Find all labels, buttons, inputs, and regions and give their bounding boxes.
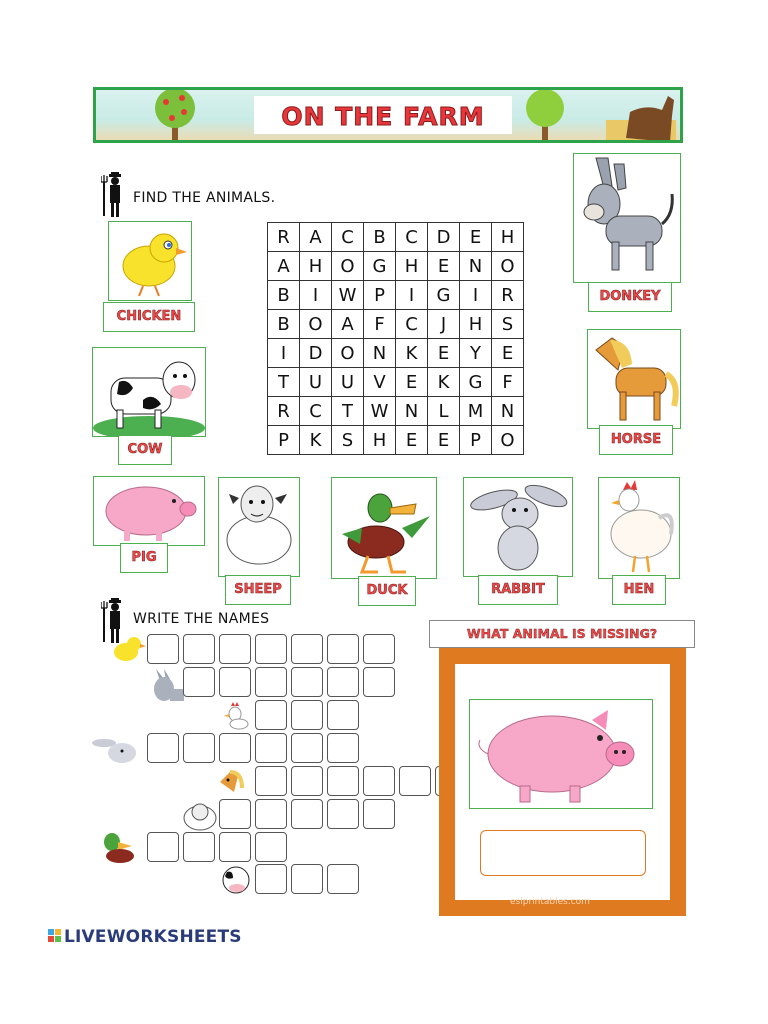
crossword-cell[interactable]	[327, 766, 359, 796]
label-donkey: DONKEY	[588, 282, 672, 312]
word-search-row	[268, 368, 524, 397]
word-search-letter[interactable]: S	[492, 310, 524, 339]
word-search-letter[interactable]: Y	[460, 339, 492, 368]
farmer-icon	[101, 172, 129, 218]
word-search-row	[268, 252, 524, 281]
chicken-picture	[108, 221, 192, 301]
crossword-cell[interactable]	[291, 864, 323, 894]
word-search-letter[interactable]: B	[268, 281, 300, 310]
label-rabbit: RABBIT	[478, 575, 558, 605]
crossword-cell[interactable]	[363, 667, 395, 697]
word-search-letter[interactable]: H	[364, 426, 396, 455]
word-search-letter[interactable]: W	[332, 281, 364, 310]
word-search-letter[interactable]: G	[460, 368, 492, 397]
word-search-letter[interactable]: K	[428, 368, 460, 397]
hen-icon	[599, 478, 679, 578]
word-search-letter[interactable]: H	[460, 310, 492, 339]
word-search-letter[interactable]: P	[268, 426, 300, 455]
word-search-letter[interactable]: O	[300, 310, 332, 339]
word-search-letter[interactable]: N	[460, 252, 492, 281]
cow-icon	[219, 864, 253, 896]
word-search-letter[interactable]: G	[428, 281, 460, 310]
crossword-cell[interactable]	[255, 667, 287, 697]
word-search-letter[interactable]: O	[492, 426, 524, 455]
missing-animal-title: WHAT ANIMAL IS MISSING?	[429, 620, 695, 648]
word-search-letter[interactable]: N	[396, 397, 428, 426]
crossword-cell[interactable]	[327, 700, 359, 730]
word-search-letter[interactable]: P	[460, 426, 492, 455]
word-search-letter[interactable]: V	[364, 368, 396, 397]
liveworksheets-brand[interactable]: LIVEWORKSHEETS	[64, 927, 242, 947]
word-search-letter[interactable]: T	[332, 397, 364, 426]
crossword-cell[interactable]	[327, 733, 359, 763]
write-names-heading: WRITE THE NAMES	[133, 611, 270, 627]
word-search-letter[interactable]: A	[268, 252, 300, 281]
chicken-icon	[108, 632, 146, 666]
word-search-letter[interactable]: K	[300, 426, 332, 455]
sheep-picture	[218, 477, 300, 577]
word-search-letter[interactable]: F	[364, 310, 396, 339]
rabbit-icon	[464, 478, 572, 576]
label-horse: HORSE	[599, 425, 673, 455]
word-search-letter[interactable]: C	[396, 310, 428, 339]
word-search-letter[interactable]: H	[492, 223, 524, 252]
word-search-letter[interactable]: D	[300, 339, 332, 368]
find-animals-heading: FIND THE ANIMALS.	[133, 190, 276, 206]
word-search-row	[268, 310, 524, 339]
crossword-cell[interactable]	[219, 832, 251, 862]
word-search-letter[interactable]: R	[268, 223, 300, 252]
word-search-letter[interactable]: R	[492, 281, 524, 310]
word-search-letter[interactable]: W	[364, 397, 396, 426]
crossword-cell[interactable]	[327, 634, 359, 664]
crossword-cell[interactable]	[255, 832, 287, 862]
word-search-row	[268, 339, 524, 368]
word-search-letter[interactable]: E	[492, 339, 524, 368]
chicken-icon	[109, 222, 191, 300]
sheep-icon	[219, 478, 299, 576]
hen-icon	[223, 702, 251, 730]
word-search-letter[interactable]: U	[300, 368, 332, 397]
crossword-cell[interactable]	[255, 700, 287, 730]
word-search-letter[interactable]: S	[332, 426, 364, 455]
crossword-cell[interactable]	[291, 799, 323, 829]
word-search-letter[interactable]: E	[428, 252, 460, 281]
word-search-letter[interactable]: M	[460, 397, 492, 426]
banner-title-box	[254, 96, 512, 134]
word-search-letter[interactable]: L	[428, 397, 460, 426]
crossword-cell[interactable]	[147, 832, 179, 862]
word-search-letter[interactable]: I	[268, 339, 300, 368]
word-search-letter[interactable]: K	[396, 339, 428, 368]
donkey-icon	[150, 667, 184, 703]
horse-picture	[587, 329, 681, 429]
word-search-letter[interactable]: A	[300, 223, 332, 252]
word-search-row	[268, 281, 524, 310]
word-search-letter[interactable]: J	[428, 310, 460, 339]
rabbit-icon	[92, 735, 144, 765]
word-search-letter[interactable]: R	[268, 397, 300, 426]
crossword-cell[interactable]	[255, 864, 287, 894]
cow-picture	[92, 347, 206, 437]
crossword-cell[interactable]	[255, 766, 287, 796]
word-search-letter[interactable]: O	[332, 339, 364, 368]
crossword-cell[interactable]	[147, 733, 179, 763]
crossword-cell[interactable]	[327, 799, 359, 829]
word-search-letter[interactable]: O	[332, 252, 364, 281]
word-search-letter[interactable]: N	[492, 397, 524, 426]
crossword-cell[interactable]	[183, 634, 215, 664]
word-search-letter[interactable]: E	[428, 339, 460, 368]
word-search-letter[interactable]: O	[492, 252, 524, 281]
crossword-cell[interactable]	[219, 733, 251, 763]
label-pig: PIG	[120, 543, 168, 573]
label-hen: HEN	[612, 575, 666, 605]
word-search-letter[interactable]: I	[300, 281, 332, 310]
word-search-letter[interactable]: C	[332, 223, 364, 252]
word-search-letter[interactable]: E	[428, 426, 460, 455]
word-search-letter[interactable]: I	[396, 281, 428, 310]
word-search-row	[268, 223, 524, 252]
word-search-letter[interactable]: I	[460, 281, 492, 310]
crossword-cell[interactable]	[291, 634, 323, 664]
pig-icon	[94, 477, 204, 545]
crossword-cell[interactable]	[255, 799, 287, 829]
crossword-cell[interactable]	[291, 733, 323, 763]
word-search-row	[268, 426, 524, 455]
tree-icon	[136, 90, 216, 142]
crossword-cell[interactable]	[327, 864, 359, 894]
word-search-letter[interactable]: F	[492, 368, 524, 397]
page-title: ON THE FARM	[281, 102, 485, 131]
word-search-letter[interactable]: P	[364, 281, 396, 310]
title-banner	[93, 87, 683, 143]
word-search-letter[interactable]: B	[364, 223, 396, 252]
horse-silhouette-icon	[586, 90, 683, 142]
hen-picture	[598, 477, 680, 579]
crossword-cell[interactable]	[291, 700, 323, 730]
horse-icon	[216, 768, 252, 800]
word-search-letter[interactable]: E	[396, 368, 428, 397]
word-search-grid	[267, 222, 524, 455]
word-search-letter[interactable]: C	[396, 223, 428, 252]
word-search-letter[interactable]: N	[364, 339, 396, 368]
word-search-letter[interactable]: A	[332, 310, 364, 339]
pig-icon	[470, 700, 652, 808]
word-search-letter[interactable]: E	[460, 223, 492, 252]
duck-icon	[98, 830, 144, 864]
word-search-letter[interactable]: D	[428, 223, 460, 252]
word-search-row	[268, 397, 524, 426]
label-sheep: SHEEP	[225, 575, 291, 605]
crossword-cell[interactable]	[183, 667, 215, 697]
label-cow: COW	[118, 435, 172, 465]
crossword-cell[interactable]	[291, 667, 323, 697]
donkey-picture	[573, 153, 681, 283]
answer-input[interactable]	[480, 830, 646, 876]
watermark-text: eslprintables.com	[510, 897, 590, 907]
word-search-letter[interactable]: U	[332, 368, 364, 397]
crossword-cell[interactable]	[255, 634, 287, 664]
crossword-cell[interactable]	[363, 634, 395, 664]
word-search-letter[interactable]: G	[364, 252, 396, 281]
word-search-letter[interactable]: H	[396, 252, 428, 281]
crossword-cell[interactable]	[147, 634, 179, 664]
crossword-cell[interactable]	[183, 832, 215, 862]
crossword-cell[interactable]	[183, 733, 215, 763]
liveworksheets-logo-icon	[48, 929, 62, 943]
donkey-icon	[574, 154, 680, 282]
cow-icon	[93, 348, 205, 436]
word-search-letter[interactable]: H	[300, 252, 332, 281]
crossword-cell[interactable]	[399, 766, 431, 796]
duck-picture	[331, 477, 437, 579]
crossword-cell[interactable]	[219, 799, 251, 829]
horse-icon	[588, 330, 680, 428]
crossword-cell[interactable]	[219, 634, 251, 664]
crossword-cell[interactable]	[363, 799, 395, 829]
word-search-letter[interactable]: E	[396, 426, 428, 455]
crossword-cell[interactable]	[219, 667, 251, 697]
crossword-cell[interactable]	[327, 667, 359, 697]
rabbit-picture	[463, 477, 573, 577]
crossword-cell[interactable]	[291, 766, 323, 796]
label-duck: DUCK	[358, 576, 416, 606]
pig-picture	[93, 476, 205, 546]
missing-pig-picture	[469, 699, 653, 809]
tree-icon	[511, 90, 581, 142]
word-search-letter[interactable]: C	[300, 397, 332, 426]
word-search-letter[interactable]: T	[268, 368, 300, 397]
word-search-letter[interactable]: B	[268, 310, 300, 339]
duck-icon	[332, 478, 436, 578]
crossword-cell[interactable]	[363, 766, 395, 796]
label-chicken: CHICKEN	[103, 302, 195, 332]
crossword-cell[interactable]	[255, 733, 287, 763]
sheep-icon	[180, 800, 220, 832]
